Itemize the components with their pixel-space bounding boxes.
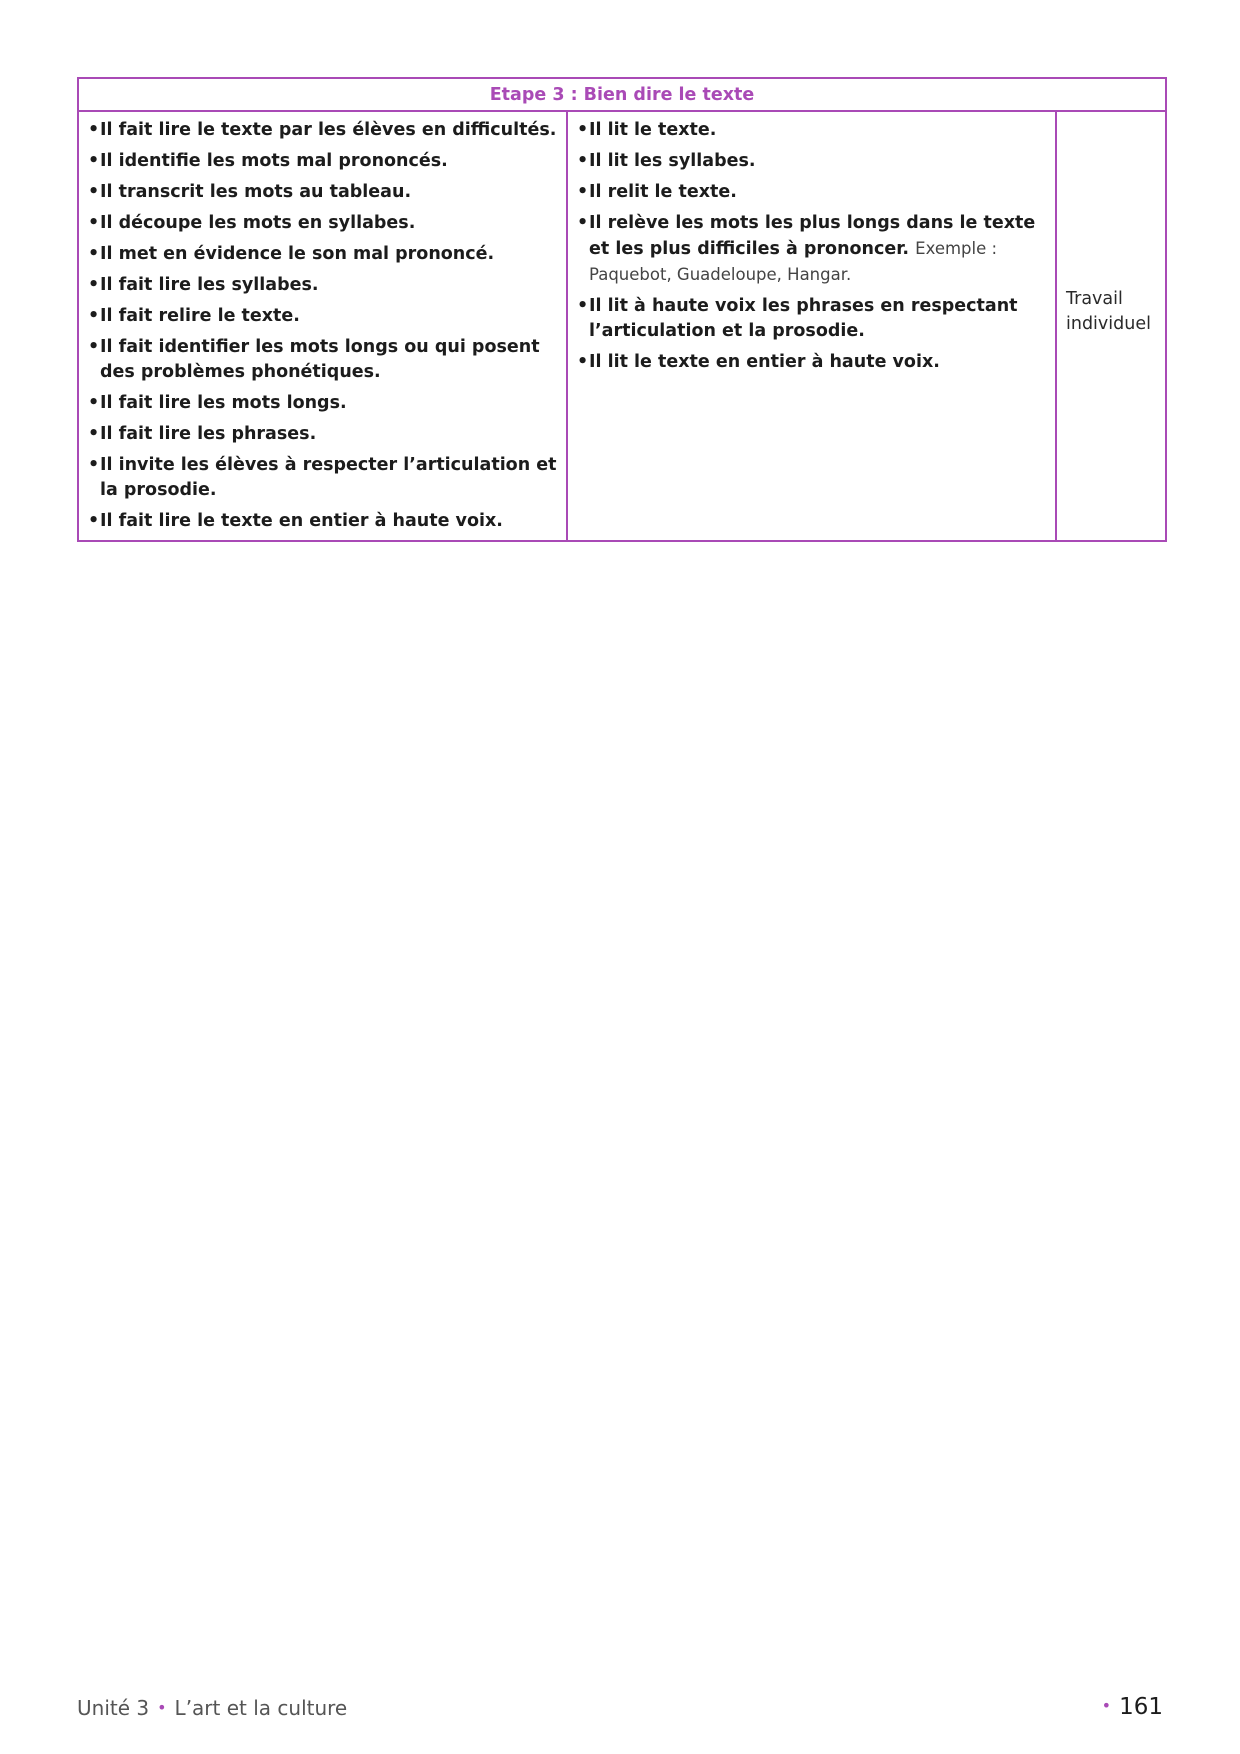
- student-activity-item: [577, 350, 1049, 375]
- teacher-activity-item: [88, 149, 560, 174]
- organisation-label: Travail individuel: [1066, 289, 1151, 334]
- student-activity-item: [577, 180, 1049, 205]
- teacher-activity-item: [88, 335, 560, 385]
- bullet-icon: •: [88, 182, 100, 202]
- bullet-icon: •: [88, 337, 100, 357]
- student-activity-item: [577, 149, 1049, 174]
- table-row: [78, 111, 1166, 541]
- teacher-activity-text: Il découpe les mots en syllabes.: [100, 213, 416, 233]
- teacher-activity-item: [88, 273, 560, 298]
- footer-unit-title: [77, 1696, 347, 1720]
- student-activity-example: Exemple : Paquebot, Guadeloupe, Hangar.: [589, 239, 998, 284]
- student-activity-item: [577, 118, 1049, 143]
- teacher-activity-text: Il invite les élèves à respecter l’articulation et la prosodie.: [100, 455, 557, 500]
- teacher-activity-text: Il fait relire le texte.: [100, 306, 300, 326]
- bullet-icon: •: [88, 213, 100, 233]
- teacher-activity-text: Il fait lire le texte par les élèves en difficultés.: [100, 120, 557, 140]
- footer-separator: •: [157, 1698, 167, 1717]
- teacher-activity-item: [88, 453, 560, 503]
- teacher-activity-item: [88, 509, 560, 534]
- student-activity-item: [577, 211, 1049, 288]
- teacher-activity-item: [88, 304, 560, 329]
- bullet-icon: •: [577, 120, 589, 140]
- bullet-icon: •: [577, 296, 589, 316]
- page-number-separator: •: [1101, 1696, 1112, 1715]
- bullet-icon: •: [577, 182, 589, 202]
- organisation-cell: [1056, 111, 1166, 541]
- unit-label: Unité 3: [77, 1696, 150, 1720]
- teacher-activity-text: Il fait lire les mots longs.: [100, 393, 347, 413]
- student-activity-text: Il relève les mots les plus longs dans le texte et les plus difficiles à prononcer.: [589, 213, 1036, 259]
- bullet-icon: •: [88, 244, 100, 264]
- student-activity-text: Il lit les syllabes.: [589, 151, 756, 171]
- bullet-icon: •: [88, 120, 100, 140]
- teacher-activity-item: [88, 391, 560, 416]
- bullet-icon: •: [88, 275, 100, 295]
- teacher-activity-item: [88, 118, 560, 143]
- lesson-table: [77, 77, 1167, 542]
- bullet-icon: •: [577, 151, 589, 171]
- teacher-activity-item: [88, 422, 560, 447]
- teacher-activity-item: [88, 211, 560, 236]
- teacher-activities-cell: [78, 111, 567, 541]
- student-activity-item: [577, 294, 1049, 344]
- bullet-icon: •: [88, 455, 100, 475]
- student-activity-text: Il lit à haute voix les phrases en respectant l’articulation et la prosodie.: [589, 296, 1018, 341]
- teacher-activity-text: Il transcrit les mots au tableau.: [100, 182, 412, 202]
- student-activity-text: Il lit le texte.: [589, 120, 717, 140]
- teacher-activity-text: Il fait lire le texte en entier à haute voix.: [100, 511, 503, 531]
- page-number: 161: [1119, 1694, 1163, 1720]
- teacher-activity-text: Il fait lire les phrases.: [100, 424, 317, 444]
- stage-title: Etape 3 : Bien dire le texte: [78, 78, 1166, 111]
- teacher-activities-list: [79, 112, 566, 540]
- bullet-icon: •: [88, 393, 100, 413]
- student-activity-text: Il relit le texte.: [589, 182, 737, 202]
- student-activities-cell: [567, 111, 1056, 541]
- teacher-activity-text: Il fait lire les syllabes.: [100, 275, 319, 295]
- bullet-icon: •: [88, 151, 100, 171]
- bullet-icon: •: [577, 213, 589, 233]
- footer-page-number: [1102, 1694, 1163, 1720]
- table-header-row: [78, 78, 1166, 111]
- bullet-icon: •: [88, 306, 100, 326]
- teacher-activity-item: [88, 242, 560, 267]
- teacher-activity-item: [88, 180, 560, 205]
- bullet-icon: •: [88, 511, 100, 531]
- teacher-activity-text: Il fait identifier les mots longs ou qui posent des problèmes phonétiques.: [100, 337, 540, 382]
- student-activities-list: [568, 112, 1055, 381]
- student-activity-text: Il lit le texte en entier à haute voix.: [589, 352, 940, 372]
- chapter-label: L’art et la culture: [174, 1696, 348, 1720]
- teacher-activity-text: Il met en évidence le son mal prononcé.: [100, 244, 495, 264]
- bullet-icon: •: [577, 352, 589, 372]
- bullet-icon: •: [88, 424, 100, 444]
- teacher-activity-text: Il identifie les mots mal prononcés.: [100, 151, 448, 171]
